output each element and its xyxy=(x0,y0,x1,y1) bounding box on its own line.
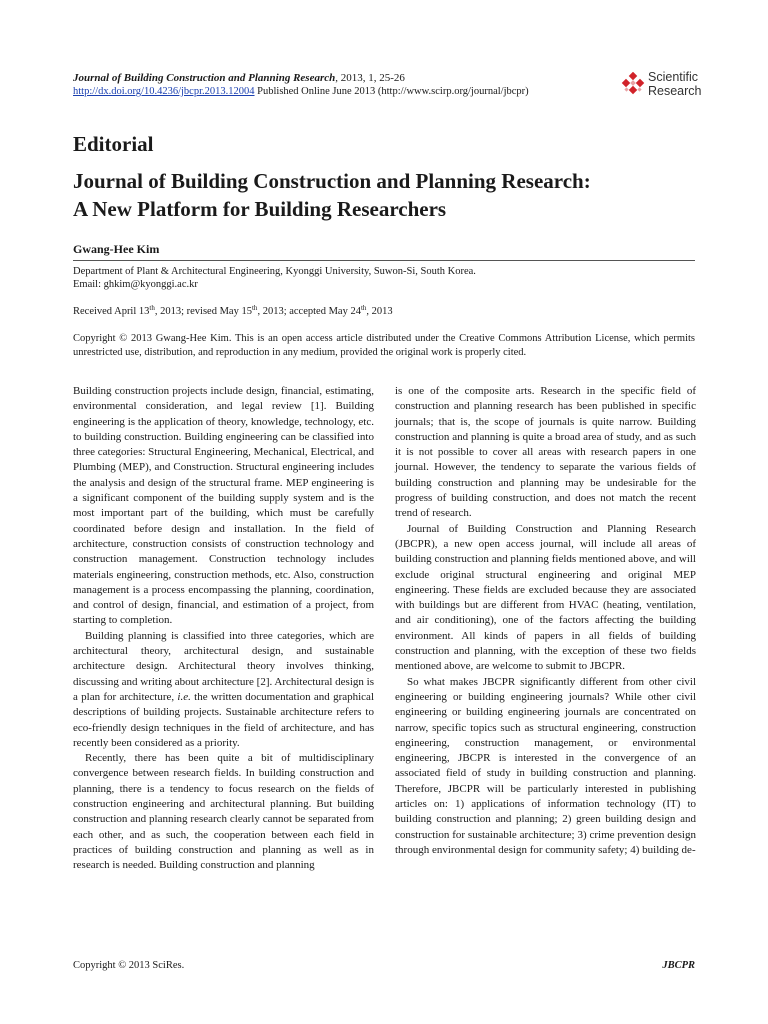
doi-line xyxy=(73,85,529,98)
paragraph: is one of the composite arts. Research in the specific field of construction and planning research has been published in specific journals; that is, the scope of journals is quite narrow. Building construction and planning is quite a broad area of study, and as such it is not possible to cover all areas with research papers in one journal. However, the tendency to separate the various fields of building construction and planning may be undesirable for the progress of building construction, and does not match the recent trend of research. xyxy=(395,385,696,520)
paragraph xyxy=(73,629,374,751)
paragraph: Recently, there has been quite a bit of multidisciplinary convergence between research fields. In building construction and planning, there is a tendency to focus research on the fields of construction engineering and architectural planning. But building construction and planning research clearly cannot be separated from each other, and as such, the cooperation between each field in practices of building construction and planning as well as in research is needed. Building construction and planning xyxy=(73,752,374,872)
received-dates xyxy=(73,305,393,318)
article-title-line-1: Journal of Building Construction and Planning Research: xyxy=(73,169,591,193)
footer-journal-abbr: JBCPR xyxy=(662,960,695,971)
journal-volume-pages: , 2013, 1, 25-26 xyxy=(335,72,405,84)
author-name: Gwang-Hee Kim xyxy=(73,242,160,256)
revised-date-text: , 2013; revised May 15 xyxy=(154,306,252,317)
accepted-date-suffix: th xyxy=(360,304,367,312)
article-title-line-2: A New Platform for Building Researchers xyxy=(73,197,447,221)
paragraph: So what makes JBCPR significantly different from other civil engineering or building engineering journals? While other civil engineering or building engineering journals are concentrated on narrow, specific topics such as structural engineering, construction engineering, construction management, or environmental engineering, JBCPR is interested in the convergence of an associated field of study in building construction and planning. Therefore, JBCPR will be particularly interested in publishing articles on: 1) applications of information technology (IT) to building construction and planning; 2) green building design and construction for sustainable architecture; 3) crime prevention design through environmental design for community safety; 4) building de- xyxy=(395,675,696,856)
article-type-heading: Editorial xyxy=(73,132,154,156)
accepted-year-text: , 2013 xyxy=(366,306,393,317)
journal-citation-line xyxy=(73,72,405,85)
body-column-right xyxy=(395,384,696,858)
logo-text-line2: Research xyxy=(648,84,702,98)
paragraph: Building construction projects include design, financial, estimating, environmental consideration, and legal review [1]. Building engineering is the application of theory, knowledge, technology, etc. to building construction. Building engineering can be classified into three categories: Structural Engineering, Mechanical, Electrical, and Plumbing (MEP), and Construction. Structural engineering includes the analysis and design of the structural frame. MEP engineering is a significant component of the building supply system and is the most important part of the building, which must be carefully coordinated before design and installation. In the field of architecture, construction consists of construction technology and construction management. Construction technology includes materials engineering, construction methods, etc. Also, construction management is a process encompassing the planning, coordination, and control of design, financial, and estimation of a project, from starting to completion. xyxy=(73,385,374,627)
received-date-text: Received April 13 xyxy=(73,306,150,317)
author-email: Email: ghkim@kyonggi.ac.kr xyxy=(73,279,198,290)
paragraph: Journal of Building Construction and Planning Research (JBCPR), a new open access journal, will include all areas of building construction and planning fields mentioned above, and will exclude original structural engineering and original MEP engineering. These fields are excluded because they are associated with buildings but are different from HVAC (heating, ventilation, and air conditioning), one of the factors affecting the building environment. All kinds of papers in all fields of building construction and planning, with the exception of these two fields mentioned above, are welcome to submit to JBCPR. xyxy=(395,522,696,673)
paragraph-text: Building planning is classified into three categories, which are architectural theory, architectural design, and sustainable architecture design. Architectural theory involves thinking, discussing and writing about architecture [2]. Architectural design is a plan for architecture, xyxy=(73,629,374,703)
published-online-text: Published Online June 2013 (http://www.scirp.org/journal/jbcpr) xyxy=(254,86,529,97)
footer-copyright: Copyright © 2013 SciRes. xyxy=(73,960,185,971)
revised-date-suffix: th xyxy=(251,304,258,312)
author-affiliation: Department of Plant & Architectural Engineering, Kyonggi University, Suwon-Si, South Korea. xyxy=(73,266,476,277)
copyright-notice: Copyright © 2013 Gwang-Hee Kim. This is an open access article distributed under the Creative Commons Attribution License, which permits unrestricted use, distribution, and reproduction in any medium, provided the original work is properly cited. xyxy=(73,333,695,358)
accepted-date-text: , 2013; accepted May 24 xyxy=(257,306,361,317)
paragraph-italic: i.e. xyxy=(177,690,191,703)
paragraph-text: the written documentation and graphical descriptions of building projects. Sustainable architecture refers to eco-friendly design techniques in the field of architecture, and has recently been considered as a priority. xyxy=(73,690,374,749)
article-title xyxy=(73,167,713,223)
scientific-research-logo xyxy=(620,70,700,100)
journal-name: Journal of Building Construction and Planning Research xyxy=(73,72,336,84)
received-date-suffix: th xyxy=(149,304,155,312)
logo-text-line1: Scientific xyxy=(648,70,699,84)
scirp-logo-icon xyxy=(620,72,646,98)
body-column-left xyxy=(73,384,374,874)
author-divider xyxy=(73,260,695,261)
doi-link[interactable]: http://dx.doi.org/10.4236/jbcpr.2013.12004 xyxy=(73,86,255,97)
